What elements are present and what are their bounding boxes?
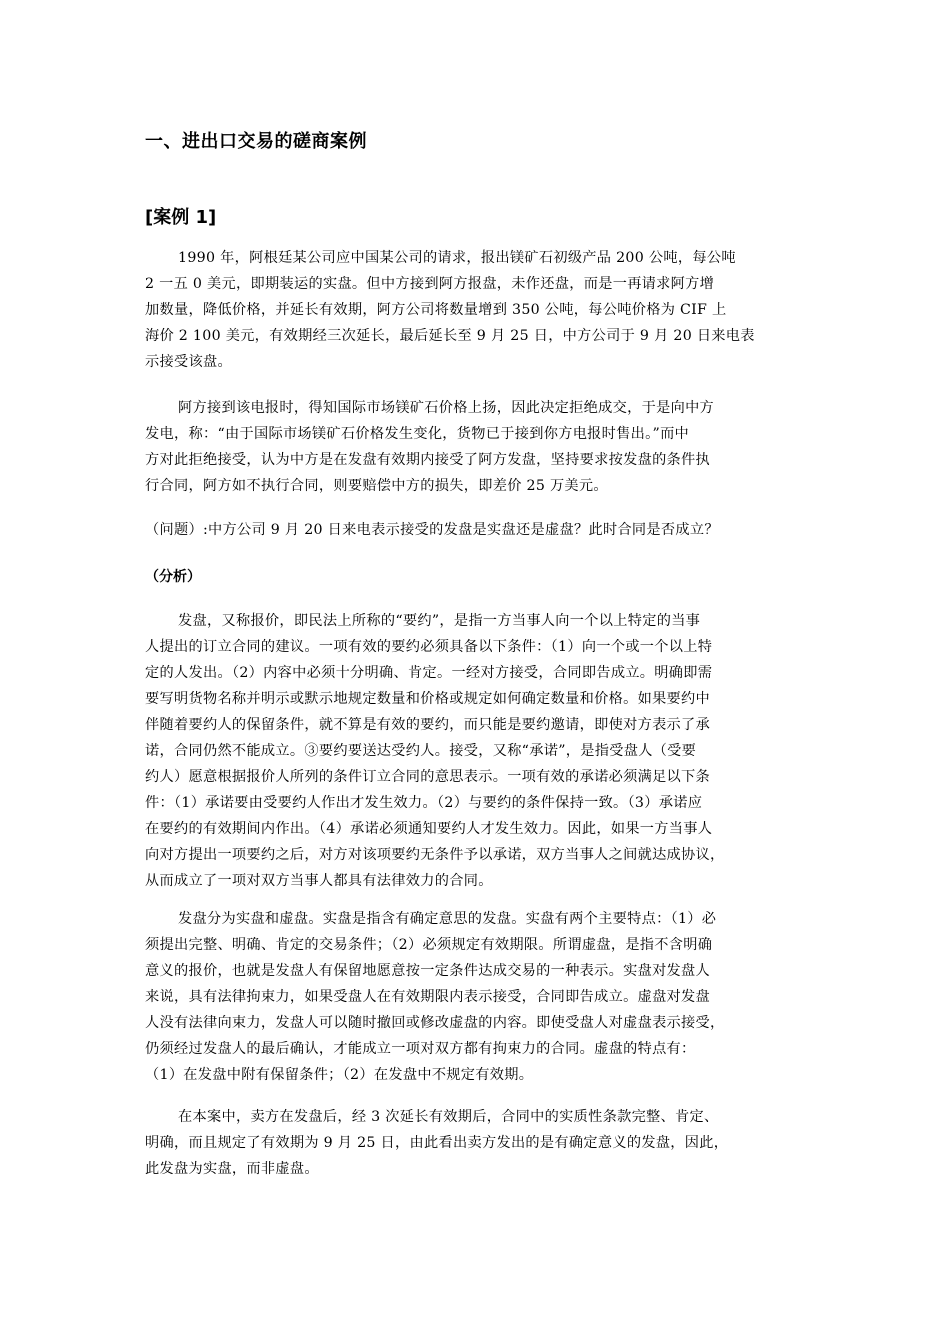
text-line: 在本案中，卖方在发盘后，经 3 次延长有效期后，合同中的实质性条款完整、肯定、 bbox=[178, 1109, 719, 1125]
text-line: 加数量，降低价格，并延长有效期，阿方公司将数量增到 350 公吨，每公吨价格为 CIF 上 bbox=[145, 302, 727, 318]
text-line: 仍须经过发盘人的最后确认，才能成立一项对双方都有拘束力的合同。虚盘的特点有： bbox=[145, 1041, 696, 1057]
case-paragraph-2 bbox=[145, 395, 805, 499]
text-line: 要写明货物名称并明示或默示地规定数量和价格或规定如何确定数量和价格。如果要约中 bbox=[145, 691, 711, 707]
text-line: 海价 2 100 美元，有效期经三次延长，最后延长至 9 月 25 日，中方公司于 9 月 20 日来电表 bbox=[145, 328, 755, 344]
text-line: 明确，而且规定了有效期为 9 月 25 日，由此看出卖方发出的是有确定意义的发盘，因此， bbox=[145, 1135, 729, 1151]
text-line: 示接受该盘。 bbox=[145, 354, 232, 370]
text-line: 2 一五 0 美元，即期装运的实盘。但中方接到阿方报盘，未作还盘，而是一再请求阿方增 bbox=[145, 276, 715, 292]
text-line: 来说，具有法律拘束力，如果受盘人在有效期限内表示接受，合同即告成立。虚盘对发盘 bbox=[145, 989, 711, 1005]
question-text: （问题）:中方公司 9 月 20 日来电表示接受的发盘是实盘还是虚盘？此时合同是否成立？ bbox=[145, 522, 719, 538]
question-paragraph bbox=[145, 517, 805, 543]
text-line: 阿方接到该电报时，得知国际市场镁矿石价格上扬，因此决定拒绝成交，于是向中方 bbox=[178, 400, 715, 416]
text-line: 约人）愿意根据报价人所列的条件订立合同的意思表示。一项有效的承诺必须满足以下条 bbox=[145, 769, 711, 785]
case-paragraph-1 bbox=[145, 245, 805, 375]
text-line: 行合同，阿方如不执行合同，则要赔偿中方的损失，即差价 25 万美元。 bbox=[145, 478, 608, 494]
section-heading: 一、进出口交易的磋商案例 bbox=[145, 131, 367, 152]
text-line: 意义的报价，也就是发盘人有保留地愿意按一定条件达成交易的一种表示。实盘对发盘人 bbox=[145, 963, 711, 979]
text-line: 方对此拒绝接受，认为中方是在发盘有效期内接受了阿方发盘，坚持要求按发盘的条件执 bbox=[145, 452, 711, 468]
analysis-label: （分析） bbox=[145, 569, 201, 585]
text-line: 人提出的订立合同的建议。一项有效的要约必须具备以下条件：（1）向一个或一个以上特 bbox=[145, 639, 713, 655]
text-line: 诺，合同仍然不能成立。③要约要送达受约人。接受，又称“承诺”，是指受盘人（受要 bbox=[145, 743, 697, 759]
analysis-paragraph-1 bbox=[145, 608, 805, 894]
analysis-paragraph-3 bbox=[145, 1104, 805, 1182]
text-line: 从而成立了一项对双方当事人都具有法律效力的合同。 bbox=[145, 873, 493, 889]
text-line: 发电，称：“由于国际市场镁矿石价格发生变化，货物已于接到你方电报时售出。”而中 bbox=[145, 426, 690, 442]
case-title: [案例 1] bbox=[145, 207, 217, 228]
text-line: 须提出完整、明确、肯定的交易条件；（2）必须规定有效期限。所谓虚盘，是指不含明确 bbox=[145, 937, 713, 953]
text-line: 此发盘为实盘，而非虚盘。 bbox=[145, 1161, 319, 1177]
text-line: 伴随着要约人的保留条件，就不算是有效的要约，而只能是要约邀请，即使对方表示了承 bbox=[145, 717, 711, 733]
text-line: 定的人发出。（2）内容中必须十分明确、肯定。一经对方接受，合同即告成立。明确即需 bbox=[145, 665, 713, 681]
analysis-paragraph-2 bbox=[145, 906, 805, 1088]
text-line: 发盘分为实盘和虚盘。实盘是指含有确定意思的发盘。实盘有两个主要特点：（1）必 bbox=[178, 911, 717, 927]
text-line: 人没有法律向束力，发盘人可以随时撤回或修改虚盘的内容。即使受盘人对虚盘表示接受， bbox=[145, 1015, 725, 1031]
text-line: 在要约的有效期间内作出。（4）承诺必须通知要约人才发生效力。因此，如果一方当事人 bbox=[145, 821, 713, 837]
text-line: （1）在发盘中附有保留条件；（2）在发盘中不规定有效期。 bbox=[145, 1067, 534, 1083]
text-line: 向对方提出一项要约之后，对方对该项要约无条件予以承诺，双方当事人之间就达成协议， bbox=[145, 847, 725, 863]
text-line: 1990 年，阿根廷某公司应中国某公司的请求，报出镁矿石初级产品 200 公吨，每公吨 bbox=[178, 250, 736, 266]
text-line: 发盘，又称报价，即民法上所称的“要约”，是指一方当事人向一个以上特定的当事 bbox=[178, 613, 701, 629]
text-line: 件：（1）承诺要由受要约人作出才发生效力。（2）与要约的条件保持一致。（3）承诺应 bbox=[145, 795, 703, 811]
